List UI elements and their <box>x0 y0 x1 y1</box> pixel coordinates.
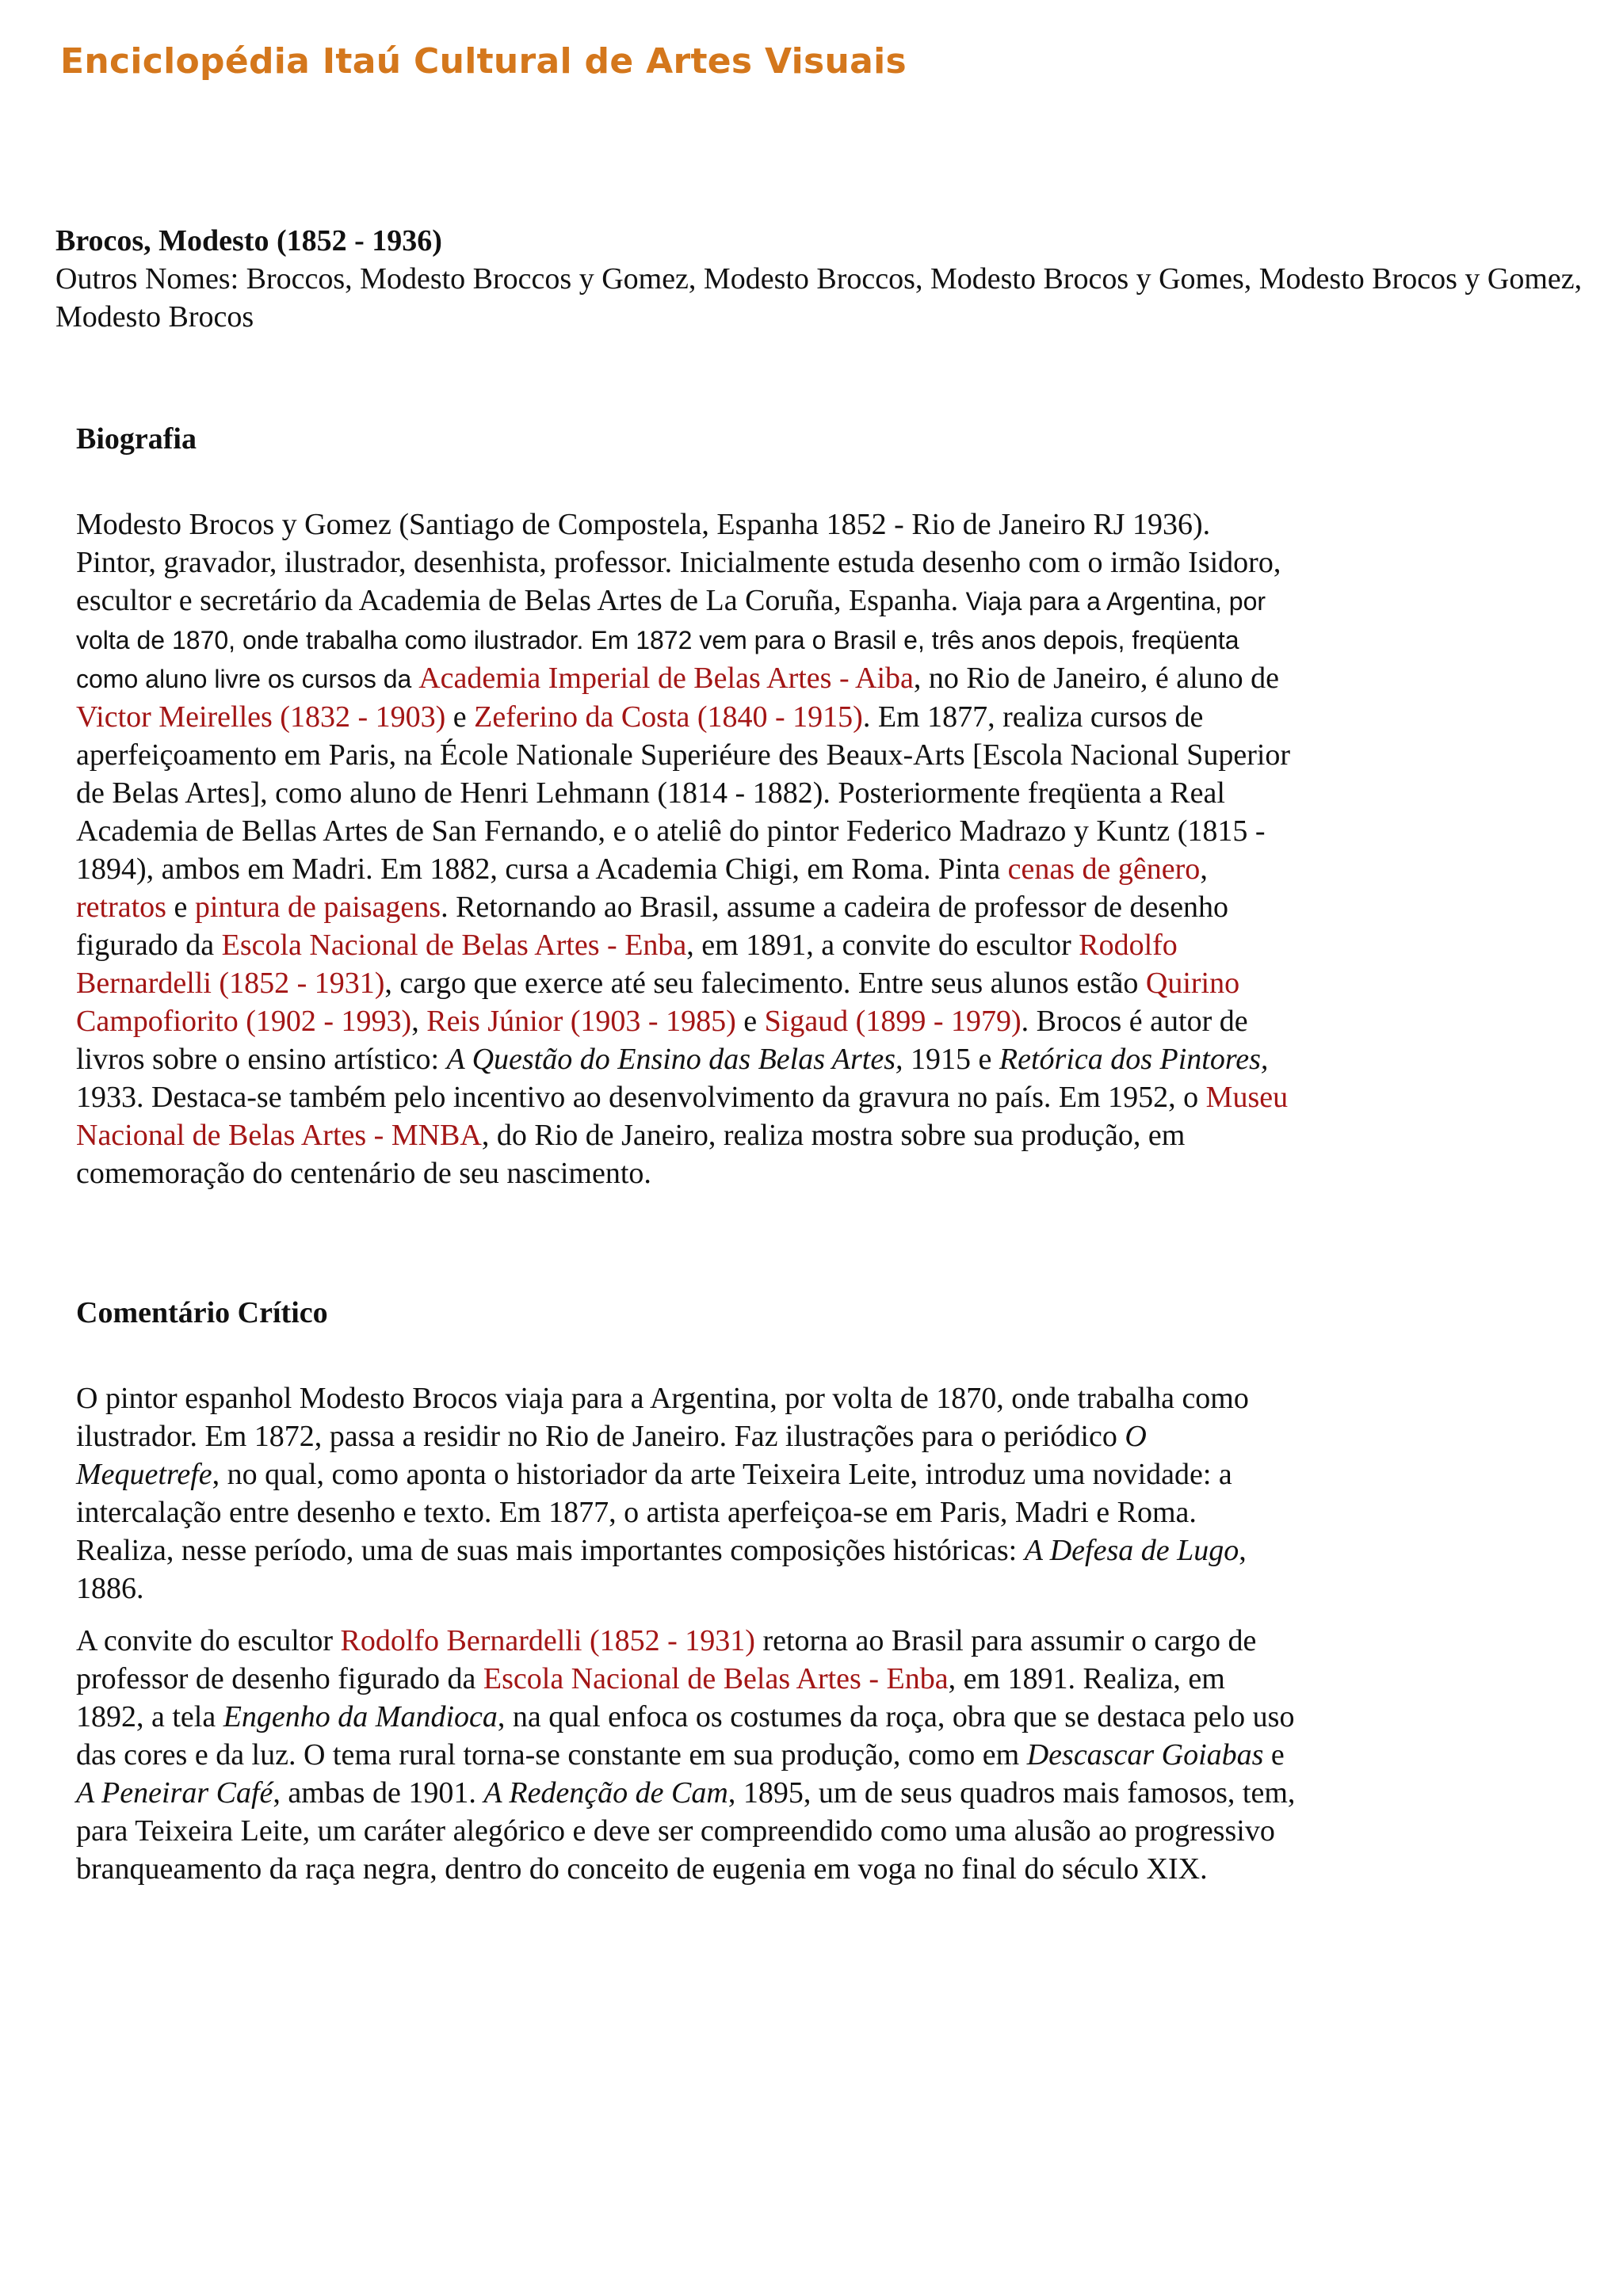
main-content <box>76 420 1296 1888</box>
work-title-peneirar-cafe: A Peneirar Café <box>76 1776 273 1810</box>
work-title-defesa-de-lugo: A Defesa de Lugo <box>1024 1534 1239 1567</box>
link-escola-nacional-belas-artes-2[interactable]: Escola Nacional de Belas Artes - Enba <box>483 1662 949 1695</box>
work-title-mequetrefe: O Mequetrefe <box>76 1420 1147 1491</box>
link-cenas-de-genero[interactable]: cenas de gênero <box>1007 852 1201 886</box>
link-museu-nacional-mnba[interactable]: Museu Nacional de Belas Artes - MNBA <box>76 1081 1289 1152</box>
link-reis-junior[interactable]: Reis Júnior (1903 - 1985) <box>426 1005 736 1038</box>
site-title: Enciclopédia Itaú Cultural de Artes Visuais <box>60 41 907 82</box>
artist-name: Brocos, Modesto (1852 - 1936) <box>55 224 442 257</box>
work-title-descascar-goiabas: Descascar Goiabas <box>1026 1738 1264 1772</box>
link-escola-nacional-belas-artes[interactable]: Escola Nacional de Belas Artes - Enba <box>221 929 687 962</box>
link-zeferino-da-costa[interactable]: Zeferino da Costa (1840 - 1915) <box>474 700 863 734</box>
comentario-heading: Comentário Crítico <box>76 1296 328 1329</box>
link-victor-meirelles[interactable]: Victor Meirelles (1832 - 1903) <box>76 700 446 734</box>
link-pintura-de-paisagens[interactable]: pintura de paisagens <box>194 891 441 924</box>
link-sigaud[interactable]: Sigaud (1899 - 1979) <box>764 1005 1022 1038</box>
work-title-redencao-de-cam: A Redenção de Cam <box>483 1776 728 1810</box>
book-title-retorica: Retórica dos Pintores, <box>999 1043 1269 1076</box>
link-quirino-campofiorito[interactable]: Quirino Campofiorito (1902 - 1993) <box>76 967 1240 1038</box>
artist-header <box>55 222 1597 336</box>
artist-other-names: Outros Nomes: Broccos, Modesto Broccos y Gomez, Modesto Broccos, Modesto Brocos y Gomes, Modesto Brocos y Gomez, Modesto Brocos <box>55 262 1583 334</box>
comentario-paragraph-2: A convite do escultor Rodolfo Bernardelli (1852 - 1931) retorna ao Brasil para assumir o cargo de professor de desenho figurado da Escola Nacional de Belas Artes - Enba, em 1891. Realiza, em 1892, a tela Engenho da Mandioca, na qual enfoca os costumes da roça, obra que se destaca pelo uso das cores e da luz. O tema rural torna-se constante em sua produção, como em Descascar Goiabas e A Peneirar Café, ambas de 1901. A Redenção de Cam, 1895, um de seus quadros mais famosos, tem, para Teixeira Leite, um caráter alegórico e deve ser compreendido como uma alusão ao progressivo branqueamento da raça negra, dentro do conceito de eugenia em voga no final do século XIX. <box>76 1624 1296 1886</box>
link-rodolfo-bernardelli-2[interactable]: Rodolfo Bernardelli (1852 - 1931) <box>340 1624 755 1657</box>
book-title-questao: A Questão do Ensino das Belas Artes, <box>446 1043 903 1076</box>
link-rodolfo-bernardelli[interactable]: Rodolfo Bernardelli (1852 - 1931) <box>76 929 1178 1000</box>
biografia-paragraph: Modesto Brocos y Gomez (Santiago de Compostela, Espanha 1852 - Rio de Janeiro RJ 1936). Pintor, gravador, ilustrador, desenhista, professor. Inicialmente estuda desenho com o irmão Isidoro, escultor e secretário da Academia de Belas Artes de La Coruña, Espanha. Viaja para a Argentina, por volta de 1870, onde trabalha como ilustrador. Em 1872 vem para o Brasil e, três anos depois, freqüenta como aluno livre os cursos da Academia Imperial de Belas Artes - Aiba, no Rio de Janeiro, é aluno de Victor Meirelles (1832 - 1903) e Zeferino da Costa (1840 - 1915). Em 1877, realiza cursos de aperfeiçoamento em Paris, na École Nationale Superiéure des Beaux-Arts [Escola Nacional Superior de Belas Artes], como aluno de Henri Lehmann (1814 - 1882). Posteriormente freqüenta a Real Academia de Bellas Artes de San Fernando, e o ateliê do pintor Federico Madrazo y Kuntz (1815 - 1894), ambos em Madri. Em 1882, cursa a Academia Chigi, em Roma. Pinta cenas de gênero, retratos e pintura de paisagens. Retornando ao Brasil, assume a cadeira de professor de desenho figurado da Escola Nacional de Belas Artes - Enba, em 1891, a convite do escultor Rodolfo Bernardelli (1852 - 1931), cargo que exerce até seu falecimento. Entre seus alunos estão Quirino Campofiorito (1902 - 1993), Reis Júnior (1903 - 1985) e Sigaud (1899 - 1979). Brocos é autor de livros sobre o ensino artístico: A Questão do Ensino das Belas Artes, 1915 e Retórica dos Pintores, 1933. Destaca-se também pelo incentivo ao desenvolvimento da gravura no país. Em 1952, o Museu Nacional de Belas Artes - MNBA, do Rio de Janeiro, realiza mostra sobre sua produção, em comemoração do centenário de seu nascimento. <box>76 508 1291 1190</box>
link-retratos[interactable]: retratos <box>76 891 166 924</box>
work-title-engenho-da-mandioca: Engenho da Mandioca <box>223 1700 498 1733</box>
comentario-paragraph-1: O pintor espanhol Modesto Brocos viaja para a Argentina, por volta de 1870, onde trabalha como ilustrador. Em 1872, passa a residir no Rio de Janeiro. Faz ilustrações para o periódico O Mequetrefe, no qual, como aponta o historiador da arte Teixeira Leite, introduz uma novidade: a intercalação entre desenho e texto. Em 1877, o artista aperfeiçoa-se em Paris, Madri e Roma. Realiza, nesse período, uma de suas mais importantes composições históricas: A Defesa de Lugo, 1886. <box>76 1382 1249 1605</box>
link-academia-imperial[interactable]: Academia Imperial de Belas Artes - Aiba <box>418 662 914 695</box>
biografia-heading: Biografia <box>76 422 197 456</box>
